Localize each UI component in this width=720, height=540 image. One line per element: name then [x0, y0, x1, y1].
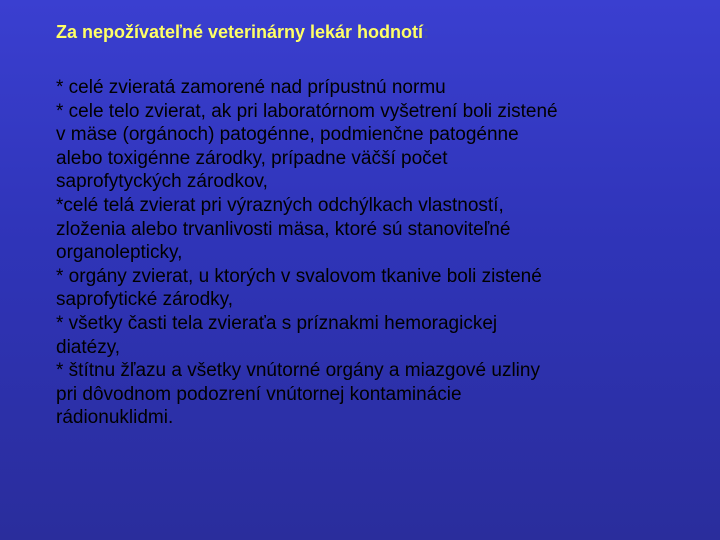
body-line: *celé telá zvierat pri výrazných odchýlkach vlastností,	[56, 194, 504, 216]
slide-title-text: Za nepožívateľné veterinárny lekár hodnotí	[56, 22, 424, 42]
slide-title	[56, 22, 429, 43]
body-line: diatézy,	[56, 336, 121, 358]
slide-title-colon: :	[423, 22, 430, 42]
body-line: organolepticky,	[56, 242, 183, 264]
body-line: * cele telo zvierat, ak pri laboratórnom vyšetrení boli zistené	[56, 100, 558, 122]
body-line: alebo toxigénne zárodky, prípadne väčší počet	[56, 147, 448, 169]
slide-body	[56, 76, 706, 430]
body-line: saprofytické zárodky,	[56, 289, 234, 311]
body-line: v mäse (orgánoch) patogénne, podmienčne patogénne	[56, 124, 519, 146]
body-line: * celé zvieratá zamorené nad prípustnú normu	[56, 77, 446, 98]
body-line: saprofytyckých zárodkov,	[56, 171, 268, 193]
body-line: pri dôvodnom podozrení vnútornej kontaminácie	[56, 383, 462, 405]
body-line: * štítnu žľazu a všetky vnútorné orgány a miazgové uzliny	[56, 360, 540, 382]
body-line: * orgány zvierat, u ktorých v svalovom tkanive boli zistené	[56, 265, 542, 287]
body-line: rádionuklidmi.	[56, 407, 174, 429]
body-line: zloženia alebo trvanlivosti mäsa, ktoré sú stanoviteľné	[56, 218, 511, 240]
body-line: * všetky časti tela zvieraťa s príznakmi hemoragickej	[56, 312, 498, 334]
